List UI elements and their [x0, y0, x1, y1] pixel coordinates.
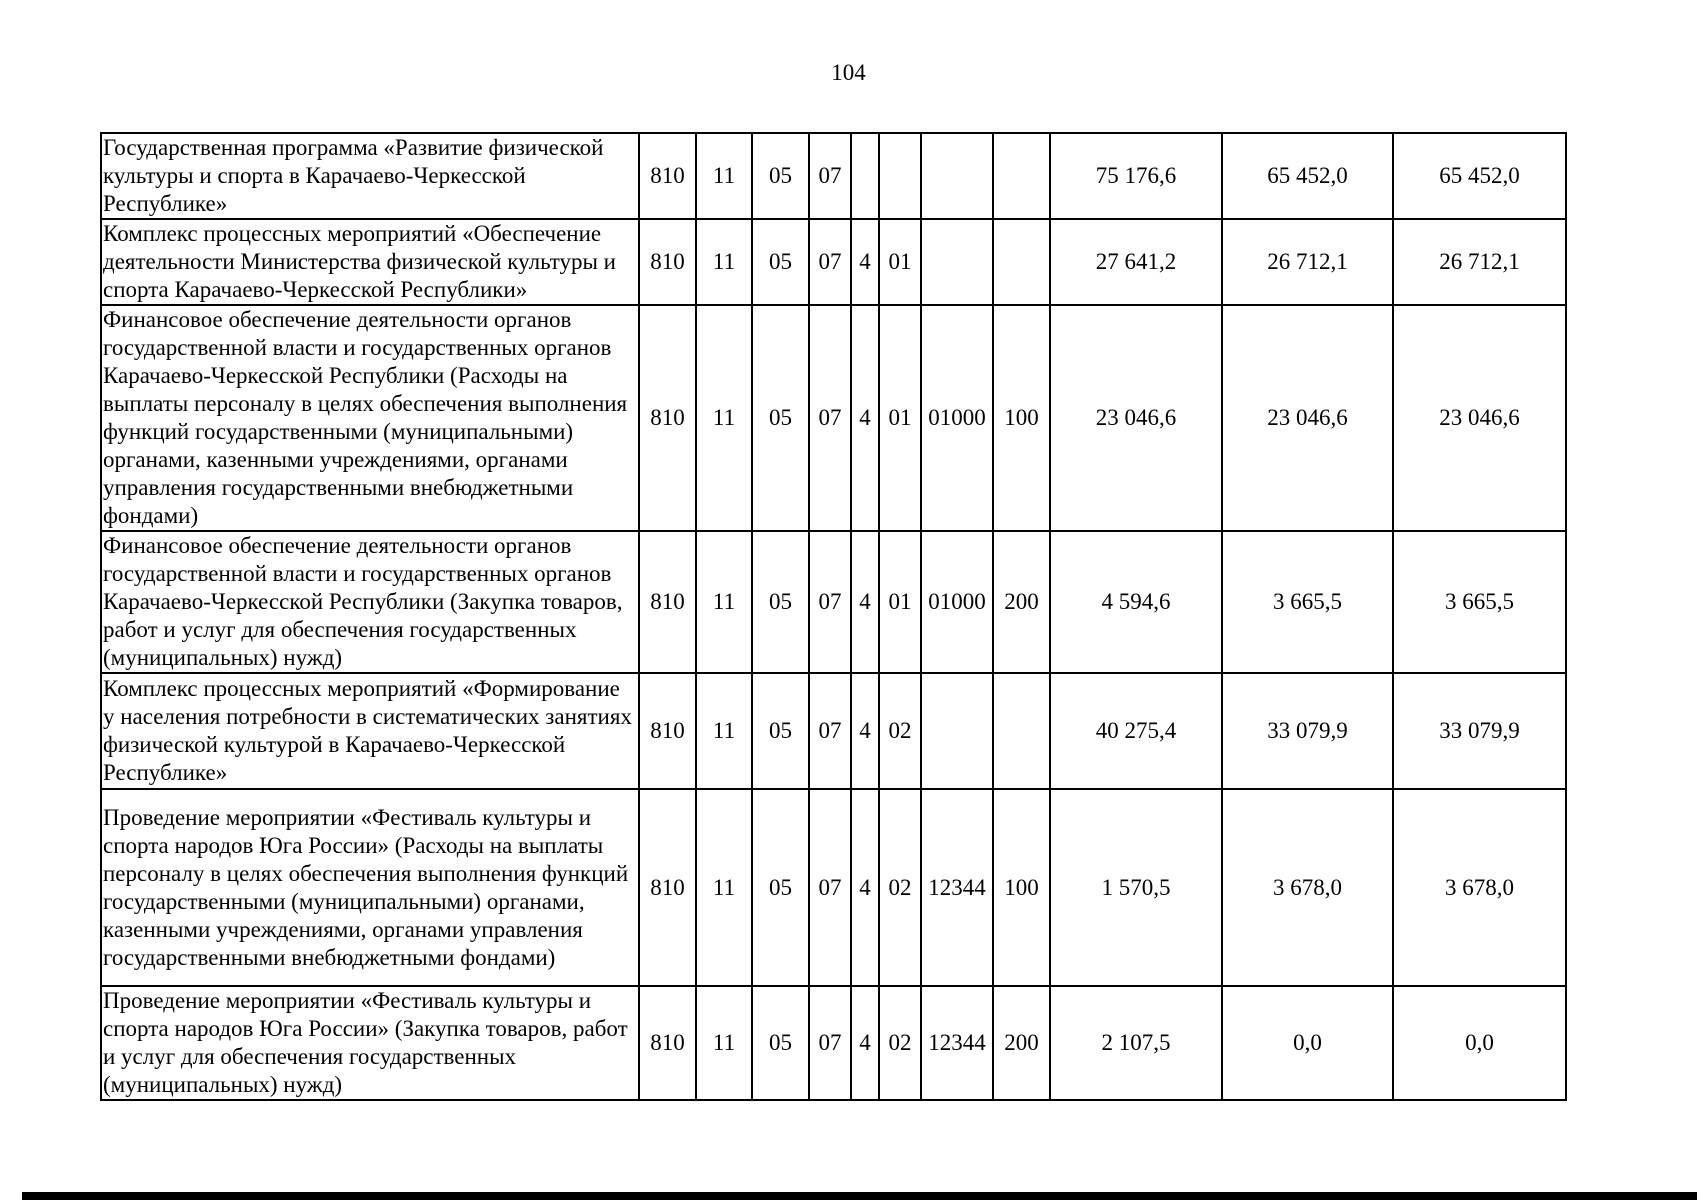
code-ministry: 810: [639, 219, 696, 305]
table-row: [101, 133, 1566, 219]
amount-year-2: 3 678,0: [1222, 789, 1393, 986]
table-row: [101, 219, 1566, 305]
code-section: 11: [696, 789, 752, 986]
amount-year-1: 27 641,2: [1050, 219, 1222, 305]
code-subsection: 05: [752, 305, 809, 531]
code-type: [851, 133, 879, 219]
amount-year-3: 65 452,0: [1393, 133, 1566, 219]
code-type: 4: [851, 219, 879, 305]
code-complex: [879, 133, 921, 219]
code-direction: [921, 219, 993, 305]
code-program: 07: [809, 789, 851, 986]
amount-year-3: 33 079,9: [1393, 673, 1566, 789]
row-name: Финансовое обеспечение деятельности органов государственной власти и государственных органов Карачаево-Черкесской Республики (Закупка товаров, работ и услуг для обеспечения государственных (муниципальных) нужд): [101, 531, 639, 673]
code-section: 11: [696, 673, 752, 789]
code-ministry: 810: [639, 673, 696, 789]
row-name: Проведение мероприятии «Фестиваль культуры и спорта народов Юга России» (Расходы на выплаты персоналу в целях обеспечения выполнения функций государственными (муниципальными) органами, казенными учреждениями, органами управления государственными внебюджетными фондами): [101, 789, 639, 986]
row-name: Комплекс процессных мероприятий «Обеспечение деятельности Министерства физической культуры и спорта Карачаево-Черкесской Республики»: [101, 219, 639, 305]
amount-year-2: 26 712,1: [1222, 219, 1393, 305]
code-complex: 01: [879, 219, 921, 305]
code-subsection: 05: [752, 219, 809, 305]
table-row: [101, 789, 1566, 986]
code-expense-type: [993, 673, 1050, 789]
budget-table: [100, 132, 1567, 1101]
amount-year-3: 0,0: [1393, 986, 1566, 1100]
code-section: 11: [696, 305, 752, 531]
code-subsection: 05: [752, 986, 809, 1100]
code-section: 11: [696, 531, 752, 673]
code-ministry: 810: [639, 789, 696, 986]
code-subsection: 05: [752, 133, 809, 219]
code-expense-type: [993, 219, 1050, 305]
code-expense-type: 200: [993, 531, 1050, 673]
row-name: Проведение мероприятии «Фестиваль культуры и спорта народов Юга России» (Закупка товаров, работ и услуг для обеспечения государственных (муниципальных) нужд): [101, 986, 639, 1100]
code-type: 4: [851, 305, 879, 531]
code-expense-type: 100: [993, 305, 1050, 531]
code-complex: 01: [879, 531, 921, 673]
code-ministry: 810: [639, 133, 696, 219]
scan-bottom-edge: [22, 1192, 1697, 1200]
code-type: 4: [851, 789, 879, 986]
amount-year-1: 4 594,6: [1050, 531, 1222, 673]
amount-year-3: 26 712,1: [1393, 219, 1566, 305]
code-expense-type: 100: [993, 789, 1050, 986]
code-direction: 12344: [921, 789, 993, 986]
table-row: [101, 531, 1566, 673]
code-subsection: 05: [752, 531, 809, 673]
table-row: [101, 305, 1566, 531]
code-direction: 01000: [921, 305, 993, 531]
code-program: 07: [809, 305, 851, 531]
code-program: 07: [809, 133, 851, 219]
amount-year-3: 3 665,5: [1393, 531, 1566, 673]
amount-year-1: 2 107,5: [1050, 986, 1222, 1100]
code-complex: 02: [879, 986, 921, 1100]
code-section: 11: [696, 219, 752, 305]
amount-year-1: 40 275,4: [1050, 673, 1222, 789]
code-complex: 02: [879, 789, 921, 986]
table-row: [101, 986, 1566, 1100]
amount-year-2: 23 046,6: [1222, 305, 1393, 531]
amount-year-3: 23 046,6: [1393, 305, 1566, 531]
code-program: 07: [809, 531, 851, 673]
code-type: 4: [851, 531, 879, 673]
row-name: Финансовое обеспечение деятельности органов государственной власти и государственных органов Карачаево-Черкесской Республики (Расходы на выплаты персоналу в целях обеспечения выполнения функций государственными (муниципальными) органами, казенными учреждениями, органами управления государственными внебюджетными фондами): [101, 305, 639, 531]
code-section: 11: [696, 986, 752, 1100]
code-ministry: 810: [639, 305, 696, 531]
code-direction: [921, 673, 993, 789]
code-subsection: 05: [752, 673, 809, 789]
code-program: 07: [809, 986, 851, 1100]
code-type: 4: [851, 986, 879, 1100]
code-direction: 01000: [921, 531, 993, 673]
amount-year-3: 3 678,0: [1393, 789, 1566, 986]
code-direction: 12344: [921, 986, 993, 1100]
table-row: [101, 673, 1566, 789]
code-program: 07: [809, 219, 851, 305]
row-name: Комплекс процессных мероприятий «Формирование у населения потребности в систематических занятиях физической культурой в Карачаево-Черкесской Республике»: [101, 673, 639, 789]
code-direction: [921, 133, 993, 219]
amount-year-2: 65 452,0: [1222, 133, 1393, 219]
code-program: 07: [809, 673, 851, 789]
code-ministry: 810: [639, 986, 696, 1100]
amount-year-2: 3 665,5: [1222, 531, 1393, 673]
code-subsection: 05: [752, 789, 809, 986]
code-type: 4: [851, 673, 879, 789]
code-complex: 02: [879, 673, 921, 789]
amount-year-1: 75 176,6: [1050, 133, 1222, 219]
amount-year-2: 33 079,9: [1222, 673, 1393, 789]
amount-year-1: 1 570,5: [1050, 789, 1222, 986]
code-section: 11: [696, 133, 752, 219]
amount-year-2: 0,0: [1222, 986, 1393, 1100]
code-ministry: 810: [639, 531, 696, 673]
code-complex: 01: [879, 305, 921, 531]
amount-year-1: 23 046,6: [1050, 305, 1222, 531]
code-expense-type: 200: [993, 986, 1050, 1100]
row-name: Государственная программа «Развитие физической культуры и спорта в Карачаево-Черкесской Республике»: [101, 133, 639, 219]
page-number: 104: [831, 60, 866, 85]
code-expense-type: [993, 133, 1050, 219]
